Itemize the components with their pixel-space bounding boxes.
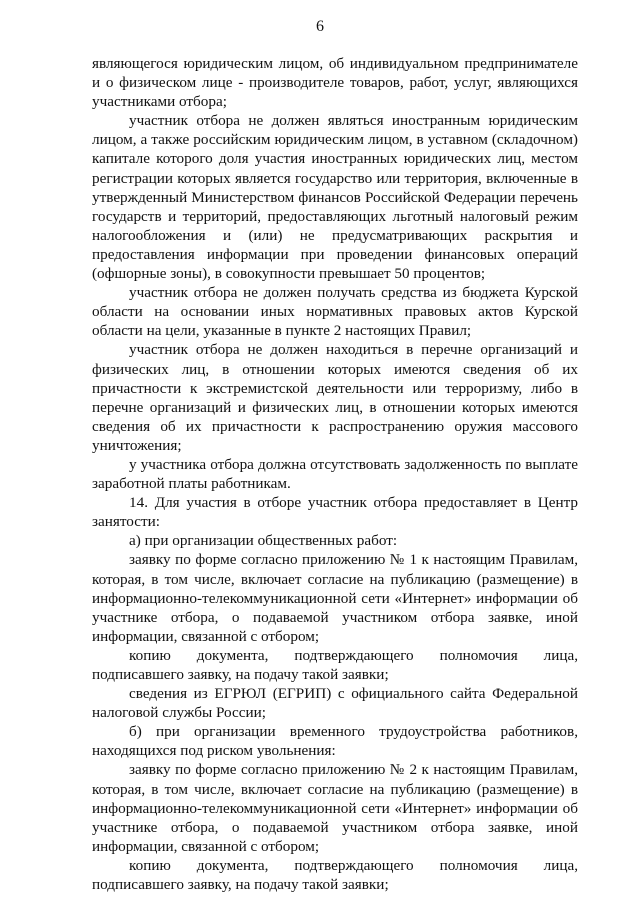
paragraph-application-form-1: заявку по форме согласно приложению № 1 к настоящим Правилам, которая, в том числе, включает согласие на публикацию (размещение) в информационно-телекоммуникационной сети «Интернет» информации об участнике отбора, о подаваемой участником отбора заявке, иной информации, связанной с отбором; bbox=[92, 551, 578, 645]
paragraph-clause-14: 14. Для участия в отборе участник отбора предоставляет в Центр занятости: bbox=[92, 494, 578, 531]
paragraph-application-form-2: заявку по форме согласно приложению № 2 к настоящим Правилам, которая, в том числе, включает согласие на публикацию (размещение) в информационно-телекоммуникационной сети «Интернет» информации об участнике отбора, о подаваемой участником отбора заявке, иной информации, связанной с отбором; bbox=[92, 761, 578, 855]
paragraph-egrul-extract: сведения из ЕГРЮЛ (ЕГРИП) с официального сайта Федеральной налоговой службы России; bbox=[92, 685, 578, 722]
paragraph-subclause-a: а) при организации общественных работ: bbox=[129, 532, 398, 550]
paragraph-subclause-b: б) при организации временного трудоустройства работников, находящихся под риском увольнения: bbox=[92, 723, 578, 760]
paragraph-continued: являющегося юридическим лицом, об индивидуальном предпринимателе и о физическом лице - производителе товаров, работ, услуг, являющихся участниками отбора; bbox=[92, 55, 578, 111]
paragraph-foreign-entity-requirement: участник отбора не должен являться иностранным юридическим лицом, а также российским юридическим лицом, в уставном (складочном) капитале которого доля участия иностранных юридических лиц, местом регистрации которых является государство или территория, включенные в утвержденный Министерством финансов Российской Федерации перечень государств и территорий, предоставляющих льготный налоговый режим налогообложения и (или) не предусматривающих раскрытия и предоставления информации при проведении финансовых операций (офшорные зоны), в совокупности превышает 50 процентов; bbox=[92, 112, 578, 283]
paragraph-authority-document-copy-2: копию документа, подтверждающего полномочия лица, подписавшего заявку, на подачу такой заявки; bbox=[92, 856, 578, 894]
paragraph-budget-funds-requirement: участник отбора не должен получать средства из бюджета Курской области на основании иных нормативных правовых актов Курской области на цели, указанные в пункте 2 настоящих Правил; bbox=[92, 284, 578, 340]
paragraph-authority-document-copy: копию документа, подтверждающего полномочия лица, подписавшего заявку, на подачу такой заявки; bbox=[92, 646, 578, 683]
paragraph-extremism-list-requirement: участник отбора не должен находиться в перечне организаций и физических лиц, в отношении которых имеются сведения об их причастности к экстремистской деятельности или терроризму, либо в перечне организаций и физических лиц, в отношении которых имеются сведения об их причастности к распространению оружия массового уничтожения; bbox=[92, 341, 578, 454]
paragraph-wage-debt-requirement: у участника отбора должна отсутствовать задолженность по выплате заработной платы работникам. bbox=[92, 455, 578, 493]
document-body bbox=[92, 54, 578, 894]
page-number: 6 bbox=[316, 18, 324, 35]
